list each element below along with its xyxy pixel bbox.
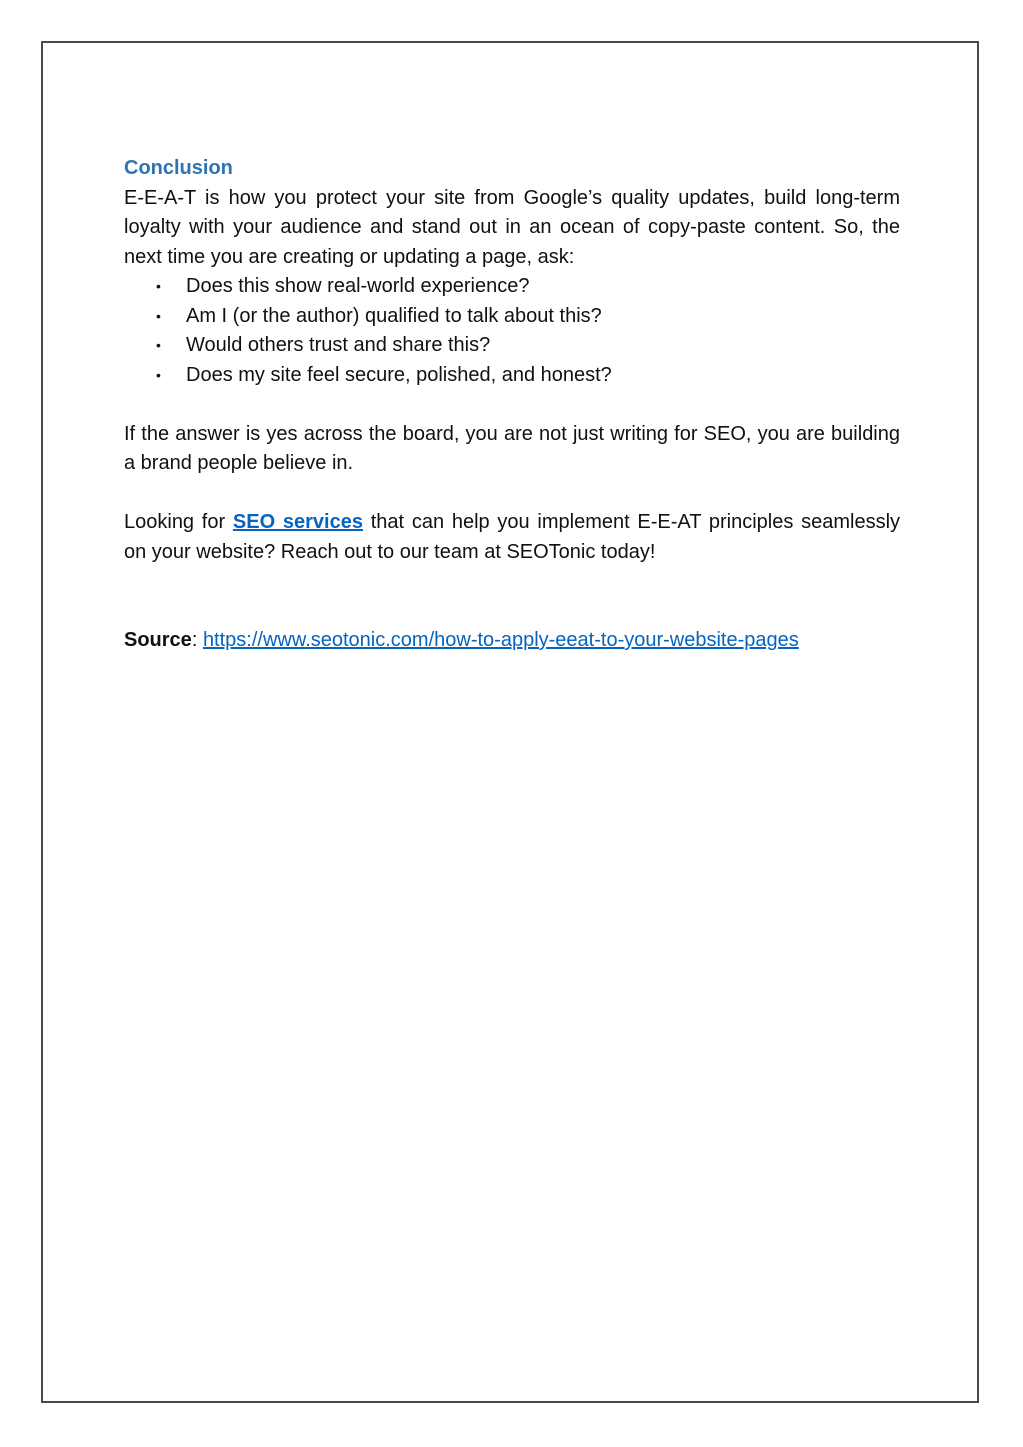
spacer [124,479,900,509]
source-url-link[interactable]: https://www.seotonic.com/how-to-apply-eeat-to-your-website-pages [202,629,799,651]
answer-paragraph: If the answer is yes across the board, you are not just writing for SEO, you are building a brand people believe in. [124,422,900,474]
list-item [124,331,900,361]
source-separator: : [191,629,203,651]
source-line [124,626,900,656]
bullet-icon: • [156,366,161,383]
list-item [124,361,900,391]
section-heading: Conclusion [124,157,233,179]
seo-services-link[interactable]: SEO services [232,511,363,533]
list-item-text: Am I (or the author) qualified to talk about this? [186,304,602,327]
bullet-icon: • [156,307,161,324]
document-body [124,154,900,656]
cta-paragraph [124,508,900,567]
question-list [124,272,900,390]
bullet-icon: • [156,278,161,294]
bullet-icon: • [156,337,161,353]
spacer [124,567,900,626]
list-item-text: Would others trust and share this? [186,334,491,356]
source-label: Source [124,629,192,651]
intro-paragraph: E-E-A-T is how you protect your site from Google’s quality updates, build long-term loyalty with your audience and stand out in an ocean of copy-paste content. So, the next time you are creating or updating a page, ask: [124,186,900,268]
list-item-text: Does this show real-world experience? [186,275,530,297]
list-item-text: Does my site feel secure, polished, and honest? [186,363,612,386]
list-item [124,302,900,332]
cta-suffix: that can help you implement E-E-AT principles seamlessly on your website? Reach out to our team at SEOTonic today! [124,511,901,563]
spacer [124,390,900,420]
list-item [124,272,900,302]
cta-prefix: Looking for [124,511,233,533]
